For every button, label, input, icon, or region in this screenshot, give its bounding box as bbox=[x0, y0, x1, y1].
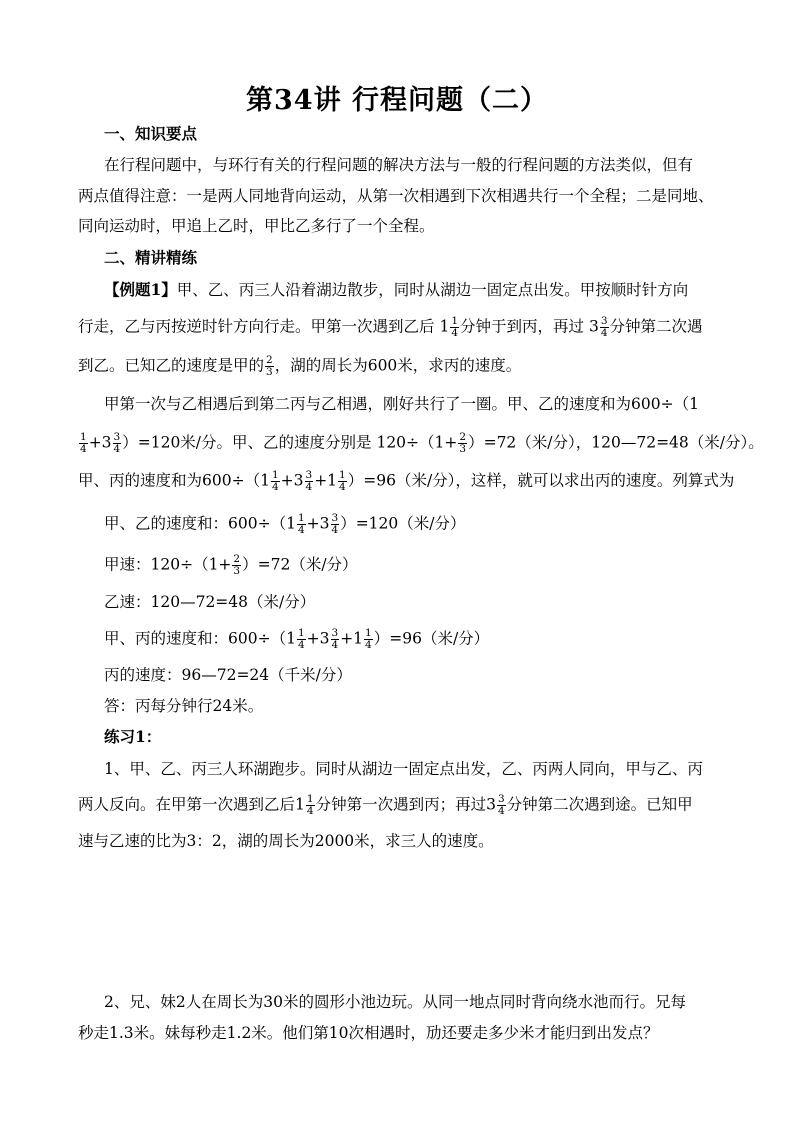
practice-1-line-1: 1、甲、乙、丙三人环湖跑步。同时从湖边一固定点出发，乙、丙两人同向，甲与乙、丙 bbox=[104, 760, 703, 778]
solution-line-3: 乙速：120—72=48（米/分） bbox=[104, 593, 316, 611]
example-line-1: 【例题1】甲、乙、丙三人沿着湖边散步，同时从湖边一固定点出发。甲按顺时针方向 bbox=[104, 280, 689, 299]
answer-line: 答：丙每分钟行24米。 bbox=[104, 697, 264, 715]
section-heading-knowledge: 一、知识要点 bbox=[104, 124, 198, 143]
solution-line-1: 甲、乙的速度和：600÷（1 $\frac{1}{4}$ +3 $\frac{3}{4}$ ）=120（米/分） bbox=[104, 512, 466, 536]
page-title: 第34讲 行程问题（二） bbox=[246, 85, 548, 116]
fraction: $\frac{1}{4}$ bbox=[451, 315, 459, 339]
fraction: $\frac{3}{4}$ bbox=[113, 431, 121, 455]
solution-line-4: 甲、丙的速度和：600÷（1 $\frac{1}{4}$ +3 $\frac{3}{4}$ +1 $\frac{1}{4}$ ）=96（米/分） bbox=[104, 627, 490, 651]
example-label: 【例题1】 bbox=[104, 280, 177, 299]
fraction: $\frac{2}{3}$ bbox=[459, 431, 467, 455]
solution-line-5: 丙的速度：96—72=24（千米/分） bbox=[104, 666, 352, 684]
section-heading-practice: 二、精讲精练 bbox=[104, 248, 198, 267]
fraction: $\frac{2}{3}$ bbox=[266, 354, 273, 378]
practice-2-line-1: 2、兄、妹2人在周长为30米的圆形小池边玩。从同一地点同时背向绕水池而行。兄每 bbox=[104, 993, 686, 1011]
analysis-line-1: 甲第一次与乙相遇后到第二丙与乙相遇，刚好共行了一圈。甲、乙的速度和为600÷（1 bbox=[104, 395, 699, 413]
example-line-2: 行走，乙与丙按逆时针方向行走。甲第一次遇到乙后 1 $\frac{1}{4}$ 分钟于到丙，再过 3 $\frac{3}{4}$ 分钟第二次遇 bbox=[78, 315, 703, 339]
paragraph-line: 在行程问题中，与环行有关的行程问题的解决方法与一般的行程问题的方法类似，但有 bbox=[104, 156, 694, 174]
paragraph-line: 两点值得注意：一是两人同地背向运动，从第一次相遇到下次相遇共行一个全程；二是同地、 bbox=[78, 187, 714, 205]
fraction: $\frac{1}{4}$ bbox=[80, 431, 87, 455]
practice-2-line-2: 秒走1.3米。妹每秒走1.2米。他们第10次相遇时，劢还要走多少米才能归到出发点？ bbox=[78, 1024, 659, 1042]
fraction: $\frac{3}{4}$ bbox=[600, 315, 608, 339]
analysis-line-2: $\frac{1}{4}$ +3 $\frac{3}{4}$ ）=120米/分。甲、乙的速度分别是 120÷（1+ $\frac{2}{3}$ ）=72（米/分），120—72=48（米/分）。 bbox=[80, 431, 764, 455]
practice-1-line-3: 速与乙速的比为3：2，湖的周长为2000米，求三人的速度。 bbox=[78, 832, 494, 850]
analysis-line-3: 甲、丙的速度和为600÷（1 $\frac{1}{4}$ +3 $\frac{3}{4}$ +1 $\frac{1}{4}$ ）=96（米/分），这样，就可以求出丙的速度。列算式为 bbox=[78, 469, 735, 493]
example-line-3: 到乙。已知乙的速度是甲的 $\frac{2}{3}$ ，湖的周长为600米，求丙的速度。 bbox=[78, 354, 522, 378]
practice-1-line-2: 两人反向。在甲第一次遇到乙后1 $\frac{1}{4}$ 分钟第一次遇到丙；再过3 $\frac{3}{4}$ 分钟第二次遇到途。已知甲 bbox=[78, 793, 693, 817]
solution-line-2: 甲速：120÷（1+ $\frac{2}{3}$ ）=72（米/分） bbox=[104, 553, 358, 577]
practice-heading: 练习1： bbox=[104, 727, 162, 746]
paragraph-line: 同向运动时，甲追上乙时，甲比乙多行了一个全程。 bbox=[78, 217, 435, 235]
